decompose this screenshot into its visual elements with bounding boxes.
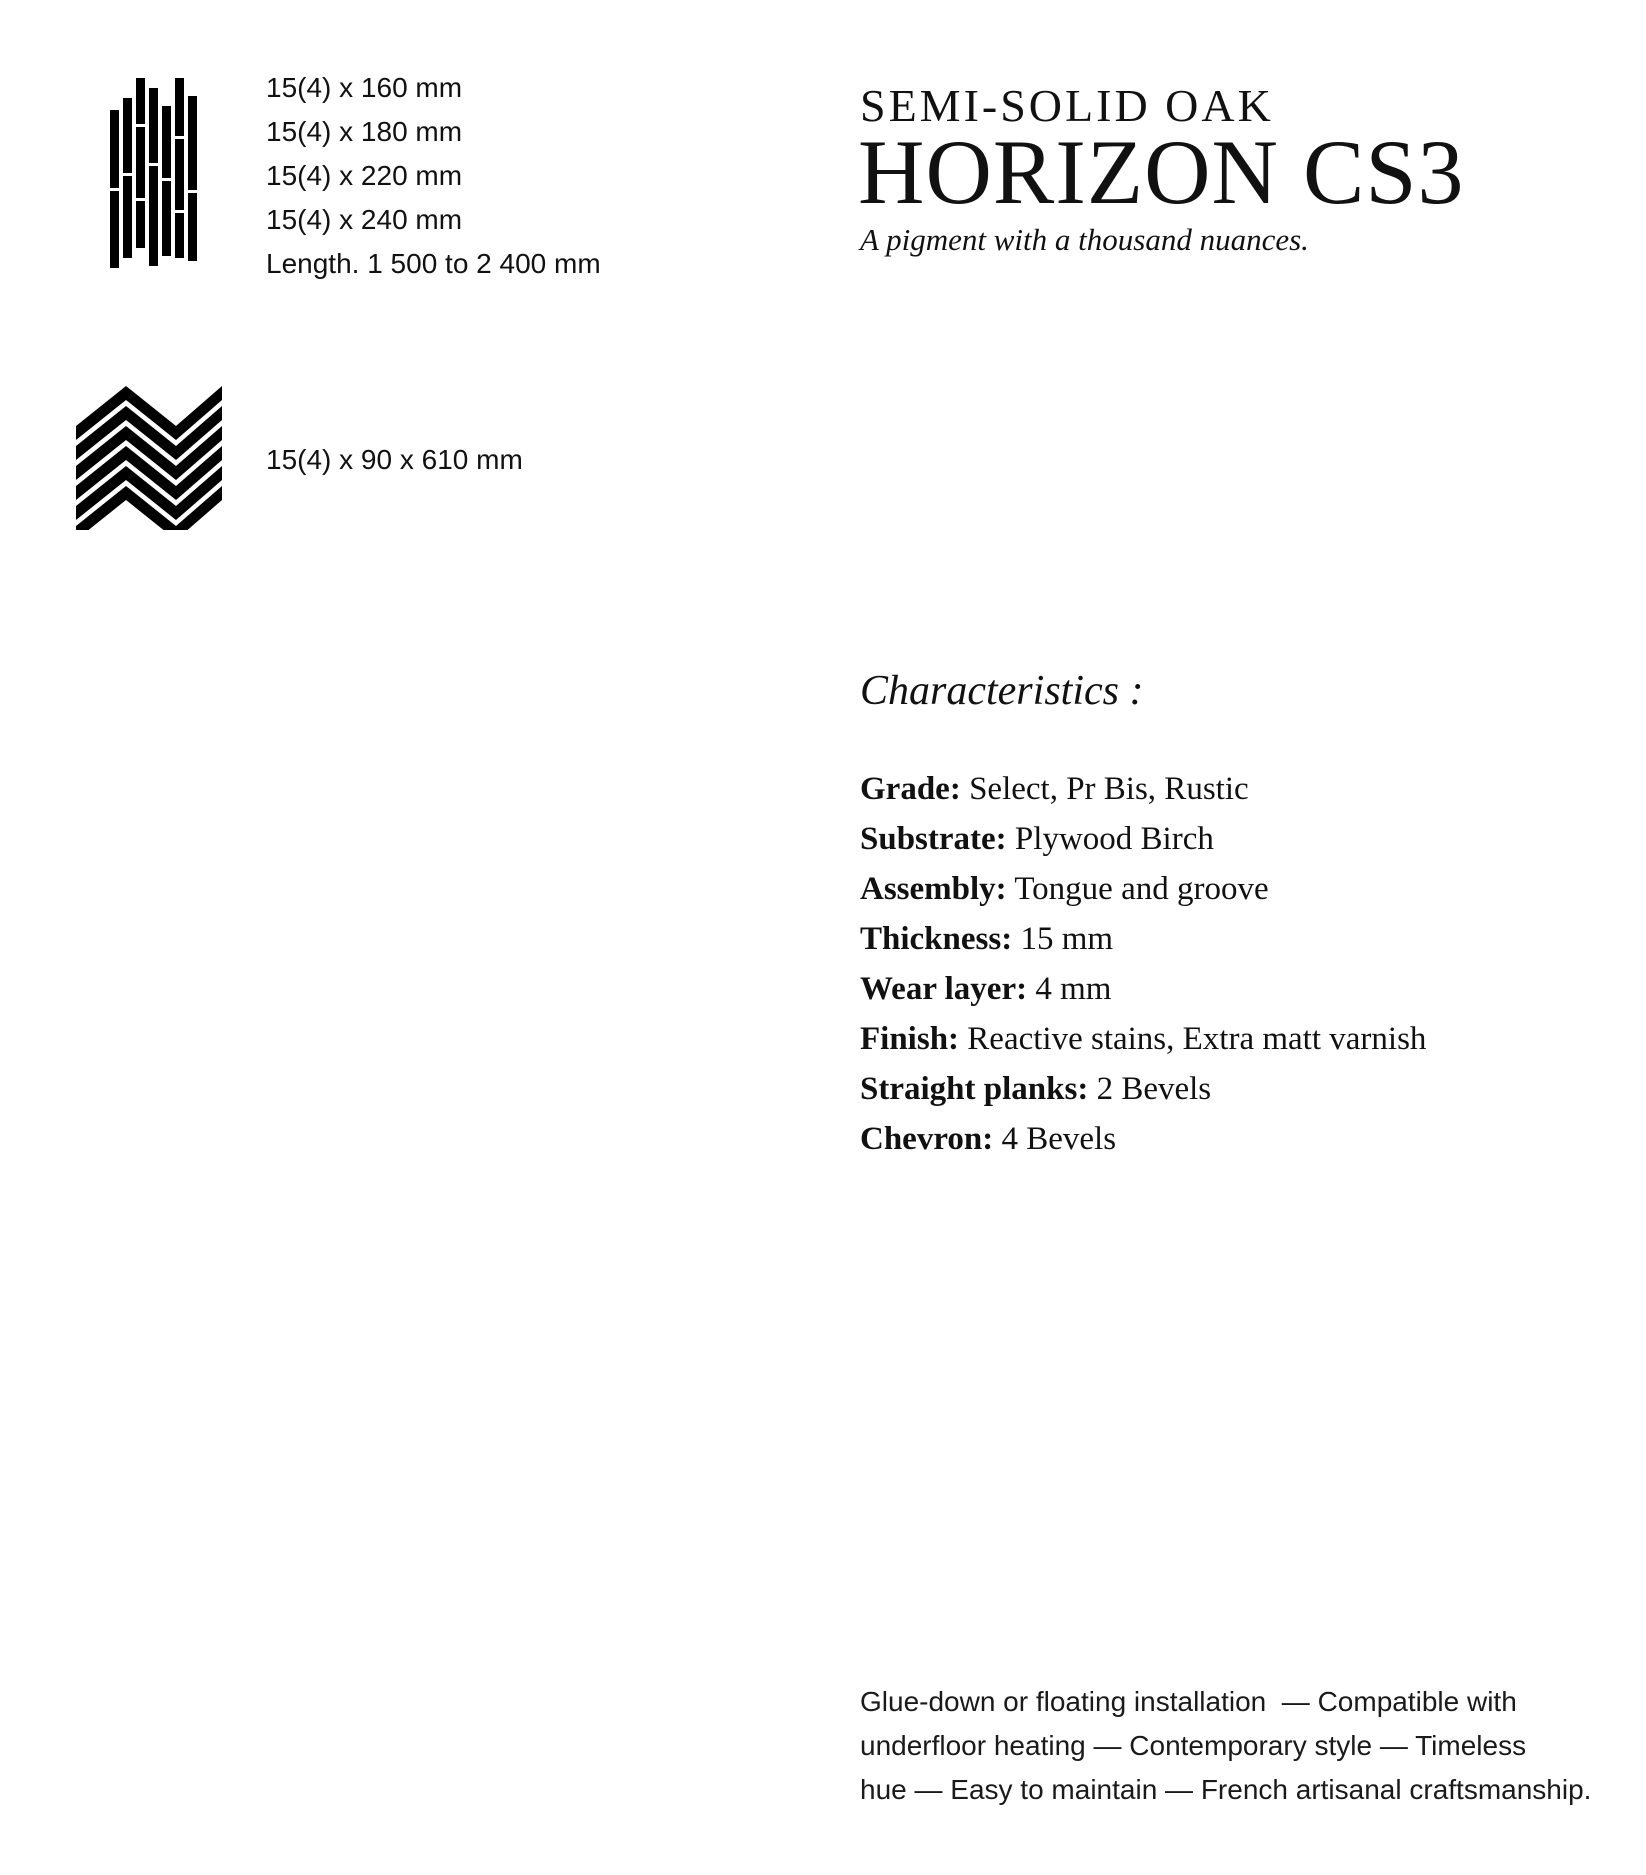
characteristic-value: 2 Bevels — [1096, 1071, 1212, 1107]
product-name: HORIZON CS3 — [858, 121, 1465, 223]
characteristic-straight-planks — [860, 1064, 1426, 1114]
features-line: underfloor heating — Contemporary style — Timeless — [860, 1730, 1527, 1761]
plank-size-180: 15(4) x 180 mm — [266, 116, 463, 147]
chevron-dimensions: 15(4) x 90 x 610 mm — [266, 444, 523, 475]
characteristic-finish — [860, 1014, 1426, 1064]
characteristics-list — [860, 764, 1426, 1164]
characteristic-label: Assembly: — [860, 871, 1007, 907]
characteristic-value: Reactive stains, Extra matt varnish — [967, 1021, 1427, 1057]
tagline: A pigment with a thousand nuances. — [860, 222, 1309, 257]
plank-length: Length. 1 500 to 2 400 mm — [266, 248, 601, 279]
characteristic-label: Substrate: — [860, 821, 1007, 857]
characteristic-value: 4 Bevels — [1001, 1121, 1117, 1157]
plank-size-240: 15(4) x 240 mm — [266, 204, 463, 235]
characteristic-thickness — [860, 914, 1426, 964]
plank-size-220: 15(4) x 220 mm — [266, 160, 463, 191]
product-type: SEMI-SOLID OAK — [860, 80, 1274, 131]
characteristic-grade — [860, 764, 1426, 814]
characteristic-value: Tongue and groove — [1014, 871, 1269, 907]
characteristic-chevron — [860, 1114, 1426, 1164]
features-line: Glue-down or floating installation — Compatible with — [860, 1686, 1517, 1717]
straight-planks-icon — [110, 78, 202, 268]
straight-planks-dimensions — [266, 66, 601, 286]
characteristic-value: Plywood Birch — [1014, 821, 1214, 857]
characteristic-value: 15 mm — [1020, 921, 1114, 957]
chevron-pattern-icon — [76, 386, 222, 530]
characteristic-wear-layer — [860, 964, 1426, 1014]
features-line: hue — Easy to maintain — French artisanal craftsmanship. — [860, 1774, 1592, 1805]
characteristic-label: Straight planks: — [860, 1071, 1089, 1107]
characteristic-label: Wear layer: — [860, 971, 1028, 1007]
characteristic-value: 4 mm — [1035, 971, 1112, 1007]
features-text — [860, 1680, 1620, 1812]
characteristic-label: Grade: — [860, 771, 961, 807]
characteristic-assembly — [860, 864, 1426, 914]
characteristic-label: Thickness: — [860, 921, 1013, 957]
characteristic-substrate — [860, 814, 1426, 864]
characteristic-value: Select, Pr Bis, Rustic — [969, 771, 1249, 807]
characteristics-heading: Characteristics : — [860, 668, 1144, 714]
characteristic-label: Chevron: — [860, 1121, 994, 1157]
plank-size-160: 15(4) x 160 mm — [266, 72, 463, 103]
characteristic-label: Finish: — [860, 1021, 960, 1057]
